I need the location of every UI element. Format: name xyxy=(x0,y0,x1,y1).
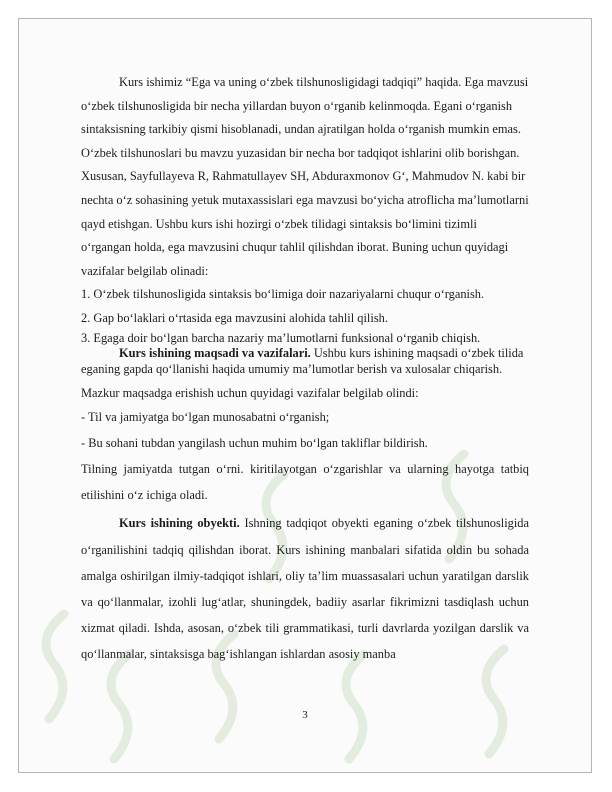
page-number: 3 xyxy=(302,709,308,721)
document-body xyxy=(81,71,529,668)
list-item: - Bu sohani tubdan yangilash uchun muhim bo‘lgan takliflar bildirish. xyxy=(81,436,428,451)
list-item: - Til va jamiyatga bo‘lgan munosabatni o‘rganish; xyxy=(81,410,330,425)
goal-list xyxy=(81,404,529,456)
goals-text: Ushbu kurs ishining maqsadi o‘zbek tilida eganing gapda qo‘llanishi haqida umumiy ma’lumotlar berish va xulosalar chiqarish. xyxy=(81,346,524,376)
intro-paragraph: Kurs ishimiz “Ega va uning o‘zbek tilshunosligidagi tadqiqi” haqida. Ega mavzusi o‘zbek tilshunosligida bir necha yillardan buyon o‘rganib kelinmoqda. Egani o‘rganish sintaksisning tarkibiy qismi hisoblanadi, undan ajratilgan holda o‘rganish mumkin emas. O‘zbek tilshunoslari bu mavzu yuzasidan bir necha bor tadqiqot ishlarini olib borishgan. Xususan, Sayfullayeva R, Rahmatullayev SH, Abduraxmonov G‘, Mahmudov N. kabi bir nechta o‘z sohasining yetuk mutaxassislari ega mavzusi bo‘yicha atroflicha ma’lumotlarni qayd etishgan. Ushbu kurs ishi hozirgi o‘zbek tilidagi sintaksis bo‘limini tizimli o‘rgangan holda, ega mavzusini chuqur tahlil qilishdan iborat. Buning uchun quyidagi vazifalar belgilab olinadi: xyxy=(81,75,529,278)
society-paragraph: Tilning jamiyatda tutgan o‘rni. kiritilayotgan o‘zgarishlar va ularning hayotga tatbiq etilishini o‘z ichiga oladi. xyxy=(81,462,529,503)
object-heading: Kurs ishining obyekti. xyxy=(119,516,240,531)
goals-lead-in: Mazkur maqsadga erishish uchun quyidagi vazifalar belgilab olindi: xyxy=(81,386,419,401)
list-item: 1. O‘zbek tilshunosligida sintaksis bo‘limiga doir nazariyalarni chuqur o‘rganish. xyxy=(81,287,485,302)
goals-paragraph xyxy=(81,346,529,377)
list-item: 2. Gap bo‘laklari o‘rtasida ega mavzusini alohida tahlil qilish. xyxy=(81,310,388,325)
document-page xyxy=(18,18,592,773)
goals-heading: Kurs ishining maqsadi va vazifalari. xyxy=(119,346,311,361)
object-text: Ishning tadqiqot obyekti eganing o‘zbek tilshunosligida o‘rganilishini tadqiq qilishdan iborat. Kurs ishining manbalari sifatida oldin bu sohada amalga oshirilgan ilmiy-tadqiqot ishlari, oliy ta’lim muassasalari uchun yaratilgan darslik va qo‘llanmalar, izohli lug‘atlar, shuningdek, badiiy asarlar fikrimizni tasdiqlash uchun xizmat qiladi. Ishda, asosan, o‘zbek tili grammatikasi, turli davrlarda yozilgan darslik va qo‘llanmalar, sintaksisga bag‘ishlangan ishlardan asosiy manba xyxy=(81,516,530,662)
task-list xyxy=(81,283,529,346)
list-item: 3. Egaga doir bo‘lgan barcha nazariy ma’lumotlarni funksional o‘rganib chiqish. xyxy=(81,330,481,345)
object-paragraph xyxy=(81,510,529,667)
